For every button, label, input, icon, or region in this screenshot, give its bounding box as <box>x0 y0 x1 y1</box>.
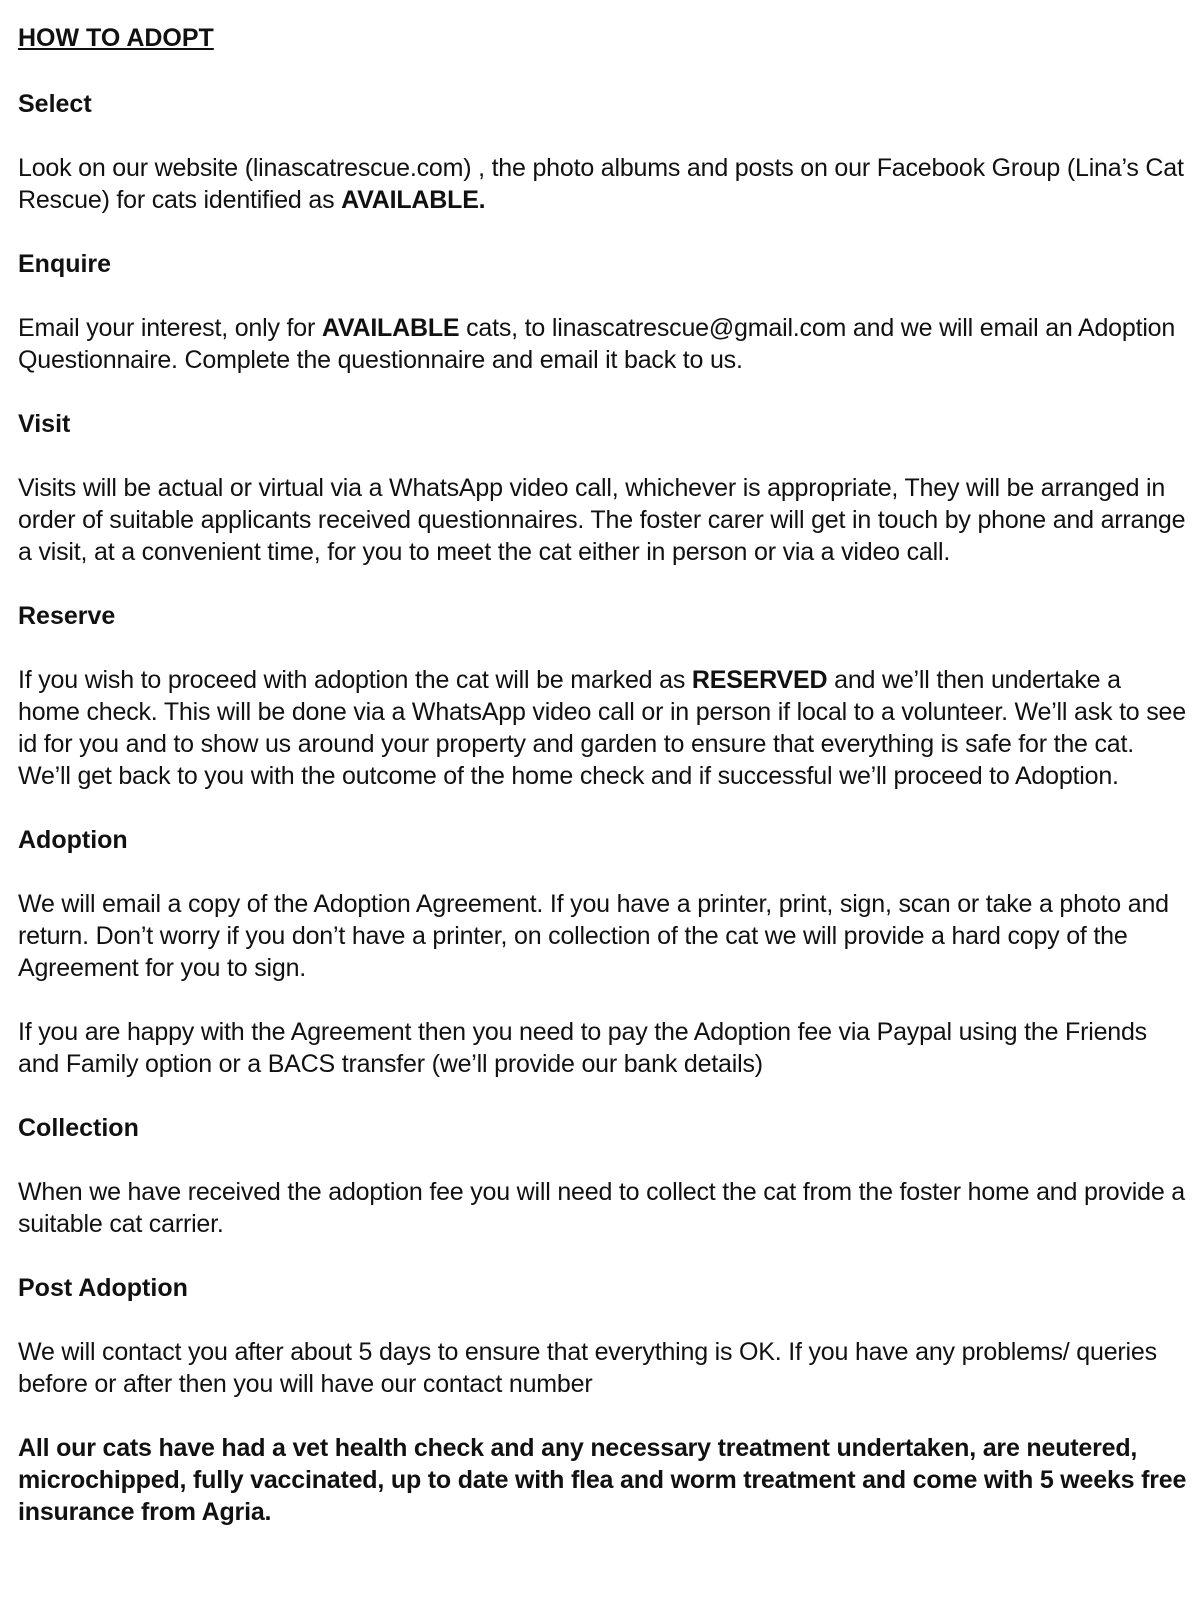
collection-paragraph: When we have received the adoption fee you will need to collect the cat from the foster home and provide a suitable cat carrier. <box>18 1178 1185 1238</box>
section-heading-select: Select <box>18 90 92 118</box>
select-paragraph <box>18 152 1188 216</box>
reserve-text-start: If you wish to proceed with adoption the cat will be marked as <box>18 666 692 694</box>
reserve-text-end: and we’ll then undertake a home check. This will be done via a WhatsApp video call or in person if local to a volunteer. We’ll ask to see id for you and to show us around your property and garden to ensure that everything is safe for the cat. We’ll get back to you with the outcome of the home check and if successful we’ll proceed to Adoption. <box>18 666 1186 790</box>
adoption-paragraph-2: If you are happy with the Agreement then you need to pay the Adoption fee via Paypal using the Friends and Family option or a BACS transfer (we’ll provide our bank details) <box>18 1018 1147 1078</box>
closing-statement: All our cats have had a vet health check and any necessary treatment undertaken, are neutered, microchipped, fully vaccinated, up to date with flea and worm treatment and come with 5 weeks free insurance from Agria. <box>18 1434 1187 1526</box>
post-adoption-paragraph: We will contact you after about 5 days to ensure that everything is OK. If you have any problems/ queries before or after then you will have our contact number <box>18 1338 1157 1398</box>
adoption-paragraph-1: We will email a copy of the Adoption Agreement. If you have a printer, print, sign, scan or take a photo and return. Don’t worry if you don’t have a printer, on collection of the cat we will provide a hard copy of the Agreement for you to sign. <box>18 890 1169 982</box>
available-emphasis: AVAILABLE. <box>341 186 486 214</box>
section-heading-post-adoption: Post Adoption <box>18 1274 188 1302</box>
visit-paragraph: Visits will be actual or virtual via a WhatsApp video call, whichever is appropriate, They will be arranged in order of suitable applicants received questionnaires. The foster carer will get in touch by phone and arrange a visit, at a convenient time, for you to meet the cat either in person or via a video call. <box>18 474 1186 566</box>
available-emphasis: AVAILABLE <box>321 314 460 342</box>
enquire-paragraph <box>18 312 1188 376</box>
section-heading-visit: Visit <box>18 410 71 438</box>
section-heading-enquire: Enquire <box>18 250 112 278</box>
section-heading-collection: Collection <box>18 1114 139 1142</box>
reserved-emphasis: RESERVED <box>691 666 828 694</box>
enquire-text-end: cats, to linascatrescue@gmail.com and we will email an Adoption Questionnaire. Complete the questionnaire and email it back to us. <box>18 314 1176 374</box>
select-text: Look on our website (linascatrescue.com) , the photo albums and posts on our Facebook Group (Lina’s Cat Rescue) for cats identified as <box>18 154 1184 214</box>
reserve-paragraph <box>18 664 1188 792</box>
section-heading-adoption: Adoption <box>18 826 128 854</box>
section-heading-reserve: Reserve <box>18 602 116 630</box>
enquire-text-start: Email your interest, only for <box>18 314 322 342</box>
page-title: HOW TO ADOPT <box>18 24 214 52</box>
document-page <box>18 22 1188 1528</box>
